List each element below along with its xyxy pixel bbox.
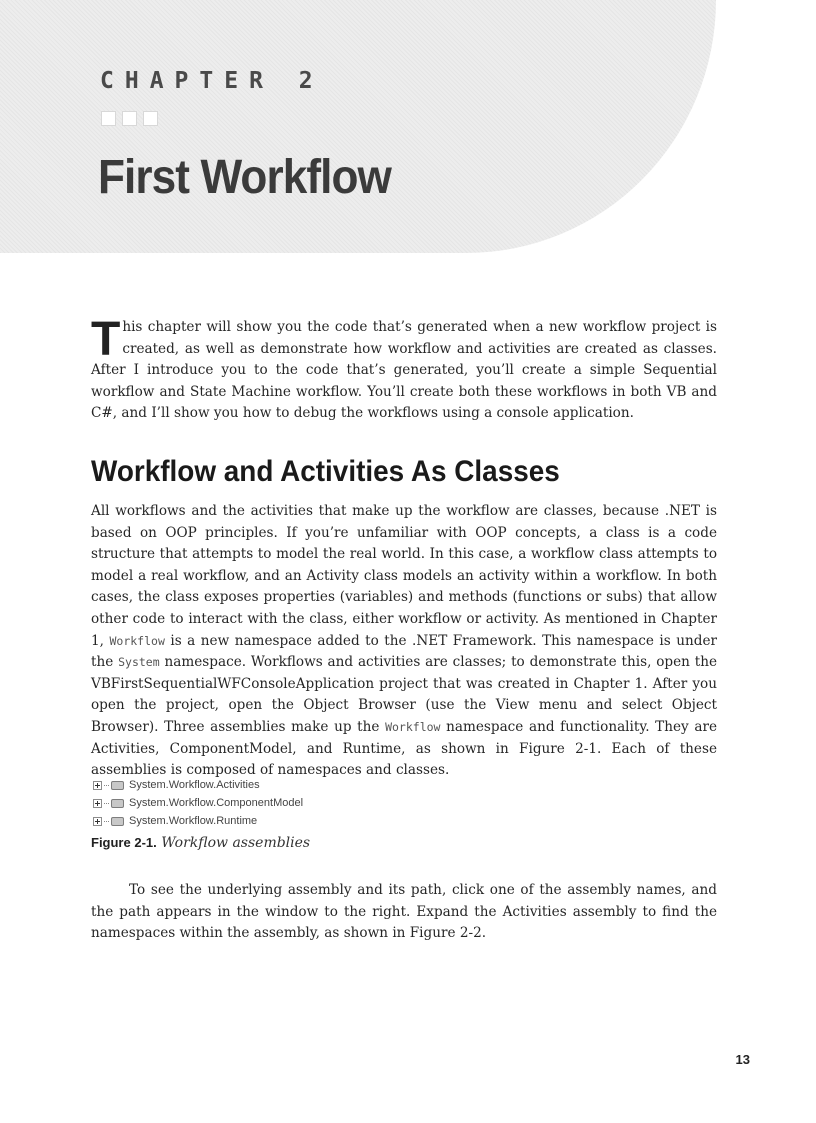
section-heading: Workflow and Activities As Classes bbox=[91, 455, 560, 488]
tree-row[interactable] bbox=[93, 776, 303, 794]
tree-row[interactable] bbox=[93, 794, 303, 812]
chapter-title: First Workflow bbox=[98, 151, 391, 204]
assembly-tree bbox=[93, 776, 303, 830]
chapter-header-band bbox=[0, 0, 716, 253]
chapter-label: CHAPTER 2 bbox=[100, 68, 324, 94]
code-term: System bbox=[118, 655, 160, 670]
expand-plus-icon[interactable] bbox=[93, 817, 102, 826]
section-paragraph bbox=[91, 501, 717, 782]
closing-paragraph: To see the underlying assembly and its path, click one of the assembly names, and the path appears in the window to the right. Expand the Activities assembly to find the namespaces within the assembly, as shown in Figure 2-2. bbox=[91, 882, 717, 942]
code-term: Workflow bbox=[109, 633, 165, 648]
figure-caption-text: Workflow assemblies bbox=[161, 835, 311, 851]
code-term: Workflow bbox=[385, 719, 441, 734]
page-number: 13 bbox=[735, 1052, 750, 1067]
tree-connector bbox=[104, 785, 109, 786]
section-text: namespace. Workflows and activities are classes; to demonstrate this, open the VBFirstSequentialWFConsoleApplication project that was created in Chapter 1. After you open the project, open the Object Browser (use the View menu and select Object Browser). Three assemblies make up the bbox=[91, 654, 717, 735]
decor-square bbox=[101, 111, 116, 126]
assembly-icon bbox=[111, 781, 124, 790]
tree-label[interactable]: System.Workflow.Activities bbox=[129, 779, 260, 791]
decor-square bbox=[143, 111, 158, 126]
intro-text: his chapter will show you the code that’s generated when a new workflow project is created, as well as demonstrate how workflow and activities are created as classes. After I introduce you to the code that’s generated, you’ll create a simple Sequential workflow and State Machine workflow. You’ll create both these workflows in both VB and C#, and I’ll show you how to debug the workflows using a console application. bbox=[91, 319, 717, 422]
tree-label[interactable]: System.Workflow.ComponentModel bbox=[129, 797, 304, 809]
assembly-icon bbox=[111, 817, 124, 826]
drop-cap: T bbox=[91, 313, 121, 366]
section-text: All workflows and the activities that make up the workflow are classes, because .NET is based on OOP principles. If you’re unfamiliar with OOP concepts, a class is a code structure that attempts to model the real world. In this case, a workflow class attempts to model a real workflow, and an Activity class models an activity within a workflow. In both cases, the class exposes properties (variables) and methods (functions or subs) that allow other code to interact with the class, either workflow or activity. As mentioned in Chapter 1, bbox=[91, 503, 717, 649]
figure-caption bbox=[91, 835, 310, 851]
section-text: namespace and functionality. They are Activities, ComponentModel, and Runtime, as shown in Figure 2-1. Each of these assemblies is composed of namespaces and classes. bbox=[91, 718, 717, 779]
tree-connector bbox=[104, 803, 109, 804]
assembly-icon bbox=[111, 799, 124, 808]
figure-caption-label: Figure 2-1. bbox=[91, 835, 157, 850]
tree-connector bbox=[104, 821, 109, 822]
expand-plus-icon[interactable] bbox=[93, 781, 102, 790]
tree-label[interactable]: System.Workflow.Runtime bbox=[129, 815, 258, 827]
tree-row[interactable] bbox=[93, 812, 303, 830]
section-text: is a new namespace added to the .NET Framework. This namespace is under the bbox=[91, 632, 717, 671]
expand-plus-icon[interactable] bbox=[93, 799, 102, 808]
intro-paragraph bbox=[91, 313, 717, 425]
decor-square bbox=[122, 111, 137, 126]
chapter-decoration bbox=[101, 111, 158, 126]
